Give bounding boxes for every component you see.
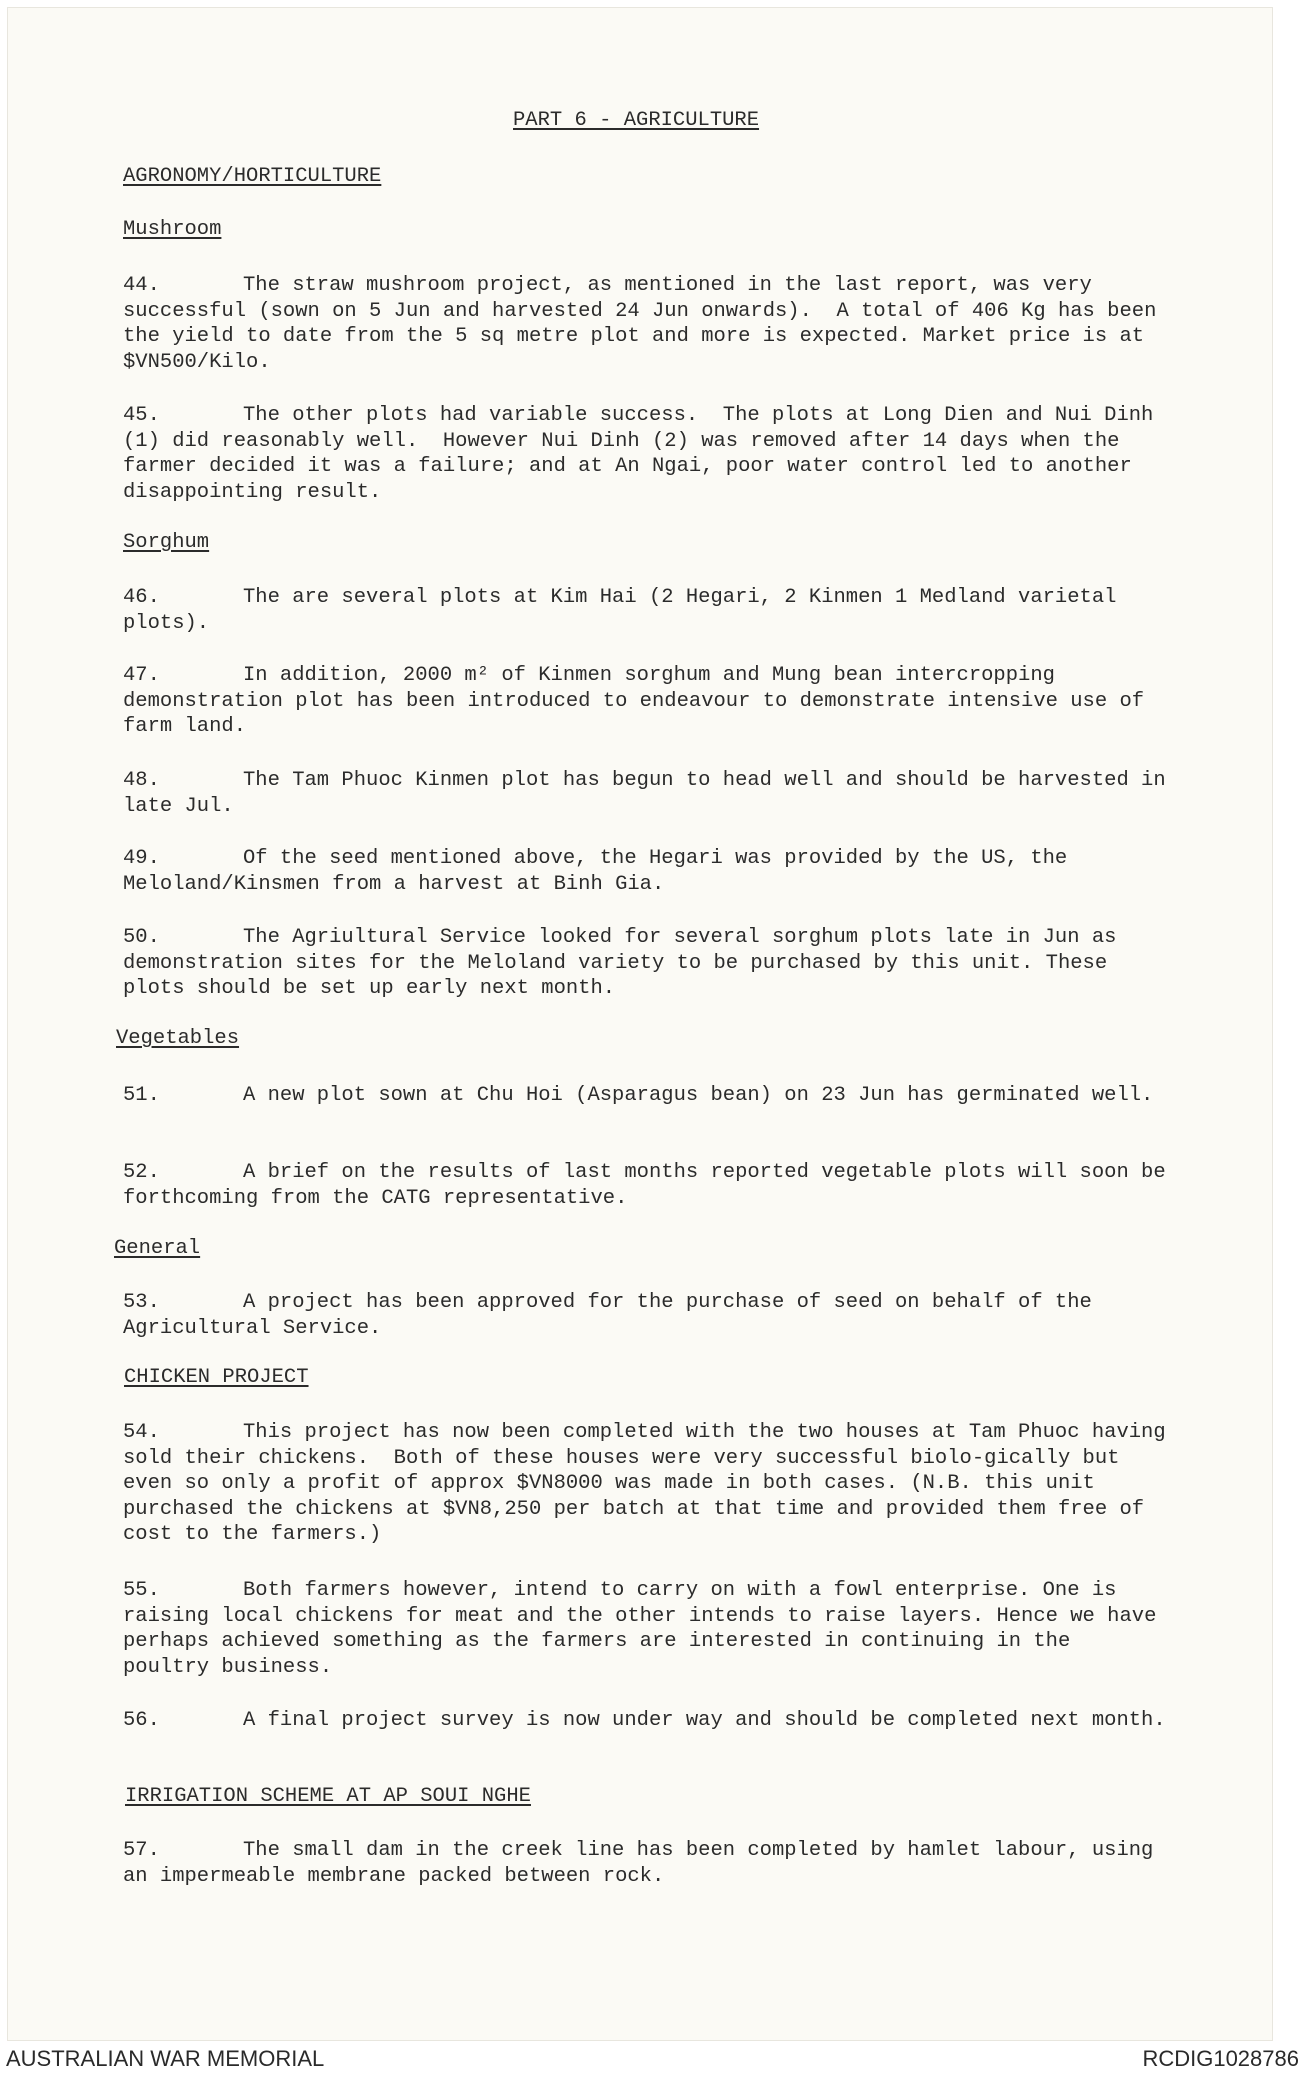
document-page bbox=[8, 8, 1272, 2040]
paragraph-48 bbox=[123, 768, 1178, 819]
heading-irrigation-scheme: IRRIGATION SCHEME AT AP SOUI NGHE bbox=[125, 1785, 531, 1808]
paragraph-number: 54. bbox=[123, 1421, 160, 1444]
paragraph-text: The Tam Phuoc Kinmen plot has begun to head well and should be harvested in late Jul. bbox=[123, 769, 1178, 818]
paragraph-number: 45. bbox=[123, 404, 160, 427]
paragraph-55 bbox=[123, 1578, 1168, 1680]
paragraph-57 bbox=[123, 1838, 1168, 1889]
paragraph-number: 55. bbox=[123, 1579, 160, 1602]
paragraph-text: The are several plots at Kim Hai (2 Hegari, 2 Kinmen 1 Medland varietal plots). bbox=[123, 586, 1129, 635]
paragraph-text: The small dam in the creek line has been completed by hamlet labour, using an impermeable membrane packed between rock. bbox=[123, 1839, 1166, 1888]
paragraph-52 bbox=[123, 1160, 1178, 1211]
paragraph-number: 50. bbox=[123, 926, 160, 949]
paragraph-text: A new plot sown at Chu Hoi (Asparagus bean) on 23 Jun has germinated well. bbox=[243, 1084, 1154, 1107]
paragraph-47 bbox=[123, 663, 1168, 740]
paragraph-text: The other plots had variable success. The plots at Long Dien and Nui Dinh (1) did reasonably well. However Nui Dinh (2) was removed after 14 days when the farmer decided it was a failure; and at An Ngai, poor water control led to another disappointing result. bbox=[123, 404, 1166, 504]
heading-sorghum: Sorghum bbox=[123, 531, 210, 554]
footer-archive-name: AUSTRALIAN WAR MEMORIAL bbox=[6, 2046, 325, 2071]
paragraph-text: Of the seed mentioned above, the Hegari was provided by the US, the Meloland/Kinsmen from a harvest at Binh Gia. bbox=[123, 847, 1080, 896]
paragraph-number: 49. bbox=[123, 847, 160, 870]
page-title: PART 6 - AGRICULTURE bbox=[513, 109, 760, 132]
paragraph-text: In addition, 2000 m² of Kinmen sorghum and Mung bean intercropping demonstration plot has been introduced to endeavour to demonstrate intensive use of farm land. bbox=[123, 664, 1157, 738]
paragraph-number: 56. bbox=[123, 1709, 160, 1732]
paragraph-number: 44. bbox=[123, 274, 160, 297]
paragraph-45 bbox=[123, 403, 1168, 505]
paragraph-56 bbox=[123, 1708, 1168, 1734]
paragraph-number: 47. bbox=[123, 664, 160, 687]
heading-mushroom: Mushroom bbox=[123, 218, 222, 241]
paragraph-text: A project has been approved for the purchase of seed on behalf of the Agricultural Service. bbox=[123, 1291, 1105, 1340]
paragraph-text: A final project survey is now under way and should be completed next month. bbox=[243, 1709, 1166, 1732]
heading-general: General bbox=[114, 1237, 201, 1260]
paragraph-53 bbox=[123, 1290, 1168, 1341]
paragraph-54 bbox=[123, 1420, 1178, 1548]
paragraph-46 bbox=[123, 585, 1168, 636]
paragraph-number: 51. bbox=[123, 1084, 160, 1107]
paragraph-number: 52. bbox=[123, 1161, 160, 1184]
paragraph-number: 53. bbox=[123, 1291, 160, 1314]
paragraph-number: 48. bbox=[123, 769, 160, 792]
heading-chicken-project: CHICKEN PROJECT bbox=[124, 1366, 309, 1389]
paragraph-44 bbox=[123, 273, 1168, 375]
paragraph-text: The straw mushroom project, as mentioned in the last report, was very successful (sown on 5 Jun and harvested 24 Jun onwards). A total of 406 Kg has been the yield to date from the 5 sq metre plot and more is expected. Market price is at $VN500/Kilo. bbox=[123, 274, 1169, 374]
paragraph-51 bbox=[123, 1083, 1168, 1109]
footer-record-id: RCDIG1028786 bbox=[1142, 2046, 1299, 2071]
paragraph-text: Both farmers however, intend to carry on with a fowl enterprise. One is raising local chickens for meat and the other intends to raise layers. Hence we have perhaps achieved something as the farmers are interested in continuing in the poultry business. bbox=[123, 1579, 1169, 1679]
paragraph-text: The Agriultural Service looked for several sorghum plots late in Jun as demonstration sites for the Meloland variety to be purchased by this unit. These plots should be set up early next month. bbox=[123, 926, 1129, 1000]
paragraph-number: 46. bbox=[123, 586, 160, 609]
paragraph-49 bbox=[123, 846, 1168, 897]
document-body bbox=[8, 8, 1272, 2040]
paragraph-text: This project has now been completed with the two houses at Tam Phuoc having sold their chickens. Both of these houses were very successful biolo-gically but even so only a profit of approx $VN8000 was made in both cases. (N.B. this unit purchased the chickens at $VN8,250 per batch at that time and provided them free of cost to the farmers.) bbox=[123, 1421, 1178, 1546]
paragraph-number: 57. bbox=[123, 1839, 160, 1862]
paragraph-50 bbox=[123, 925, 1168, 1002]
heading-vegetables: Vegetables bbox=[116, 1027, 240, 1050]
paragraph-text: A brief on the results of last months reported vegetable plots will soon be forthcoming from the CATG representative. bbox=[123, 1161, 1178, 1210]
heading-agronomy: AGRONOMY/HORTICULTURE bbox=[123, 165, 382, 188]
